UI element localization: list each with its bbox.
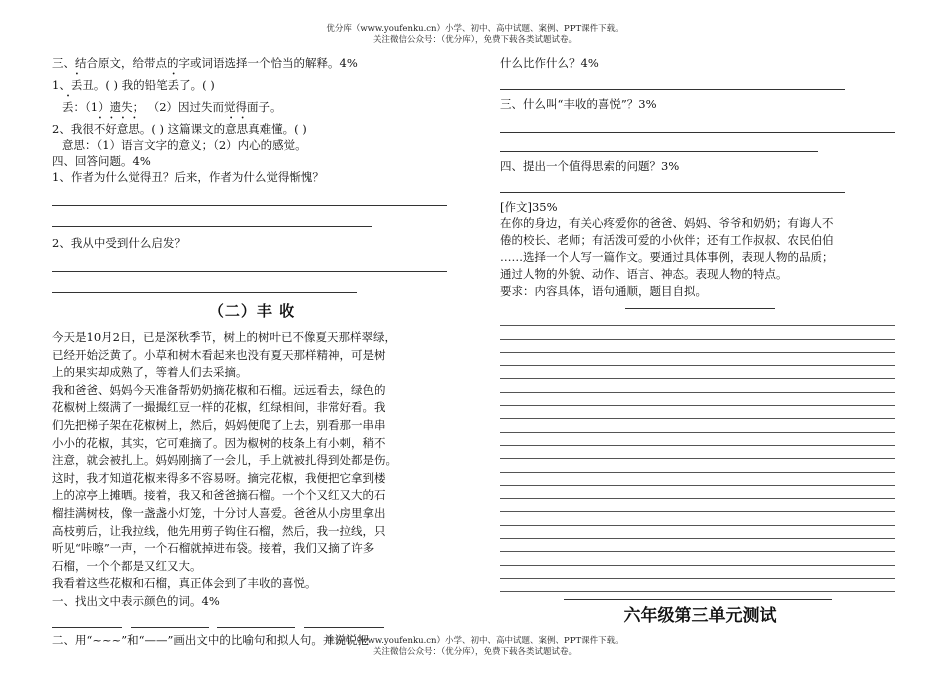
answer-line[interactable] (52, 191, 447, 206)
writing-line[interactable] (500, 313, 895, 326)
writing-line[interactable] (500, 486, 895, 499)
writing-line[interactable] (500, 526, 895, 539)
q3-1-end: 了。( ) (179, 78, 215, 92)
writing-line[interactable] (500, 433, 895, 446)
answer-line[interactable] (500, 178, 845, 193)
passage-line: 上的果实却成熟了，等着人们去采摘。 (52, 365, 248, 380)
answer-blank[interactable] (217, 615, 295, 628)
passage-line: 高枝剪后，让我拉线，他先用剪子钩住石榴，然后，我一拉线，只 (52, 523, 386, 538)
q3-1-dotted-word: 丢 (70, 78, 83, 92)
writing-line[interactable] (500, 566, 895, 579)
answer-line[interactable] (500, 75, 845, 90)
q3-1-options (52, 93, 452, 115)
question-3: 三、什么叫“丰收的喜悦”？3% (500, 97, 657, 111)
passage (52, 329, 452, 593)
writing-line[interactable] (500, 512, 895, 525)
title-line[interactable] (625, 304, 775, 309)
footer-line-1: 优分库（www.youfenku.cn）小学、初中、高中试题、案例、PPT课件下载。 (326, 636, 624, 646)
left-column (52, 55, 452, 648)
q3-1-prefix: 1、 (52, 78, 71, 92)
writing-line[interactable] (500, 579, 895, 592)
answer-blank[interactable] (52, 615, 122, 628)
passage-line: 我和爸爸、妈妈今天准备帮奶奶摘花椒和石榴。远远看去，绿色的 (52, 382, 386, 397)
q3-2-options (52, 137, 452, 153)
q4-item-2: 2、我从中受到什么启发？ (52, 236, 186, 250)
footer-line-2: 关注微信公众号：（优分库），免费下载各类试题试卷。 (372, 647, 577, 657)
q3-1-mid: 丑。( ) 我的铅笔 (82, 78, 168, 92)
question-2-continued: 什么比作什么？4% (500, 56, 599, 70)
answer-blank[interactable] (131, 615, 209, 628)
writing-line[interactable] (500, 459, 895, 472)
writing-line[interactable] (500, 353, 895, 366)
q3-item-2 (52, 115, 452, 137)
q3-item-1 (52, 71, 452, 93)
question-2: 二、用“~~~”和“——”画出文中的比喻句和拟人句。并说说把 (52, 632, 369, 647)
q3-2-mid: 。( ) 这篇课文的 (139, 122, 226, 136)
q3-1-option-text: ：（1）遗失； （2）因过失而觉得面子。 (73, 100, 282, 114)
q4-item-1: 1、作者为什么觉得丑？后来，作者为什么觉得惭愧？ (52, 170, 324, 184)
divider (564, 598, 832, 600)
answer-line[interactable] (500, 137, 818, 152)
passage-line: 今天是10月2日，已是深秋季节，树上的树叶已不像夏天那样翠绿， (52, 330, 396, 344)
q4-title: 四、回答问题。4% (52, 154, 151, 168)
q3-2-dotted-word-2: 意思 (225, 122, 249, 136)
q3-2-end: 真难懂。( ) (248, 122, 307, 136)
essay-prompt-line: 在你的身边，有关心疼爱你的爸爸、妈妈、爷爷和奶奶；有诲人不 (500, 216, 834, 230)
q3-2-option-text: ：（1）语言文字的意义；（2）内心的感觉。 (85, 138, 307, 152)
passage-line: 已经开始泛黄了。小草和树木看起来也没有夏天那样精神，可是树 (52, 347, 386, 362)
essay-title: [作文]35% (500, 200, 558, 214)
passage-line: 小小的花椒，其实，它可难摘了。因为椒树的枝条上有小刺，稍不 (52, 435, 386, 450)
answer-line[interactable] (500, 118, 895, 133)
essay-prompt-line: 要求：内容具体，语句通顺，题目自拟。 (500, 284, 707, 298)
passage-line: 听见“咔嚓”一声，一个石榴就掉进布袋。接着，我们又摘了许多 (52, 541, 375, 556)
q3-2-prefix: 2、我很 (52, 122, 94, 136)
question-1: 一、找出文中表示颜色的词。4% (52, 593, 220, 608)
passage-line: 榴挂满树枝，像一盏盏小灯笼，十分讨人喜爱。爸爸从小房里拿出 (52, 505, 386, 520)
writing-line[interactable] (500, 340, 895, 353)
q3-2-dotted-word: 不好意思 (93, 122, 140, 136)
header-line-2: 关注微信公众号：（优分库），免费下载各类试题试卷。 (372, 35, 577, 45)
writing-line[interactable] (500, 379, 895, 392)
essay-prompt (500, 215, 900, 300)
color-word-blanks (52, 612, 452, 628)
right-column (500, 55, 900, 627)
q3-2-option-label: 意思 (62, 138, 85, 152)
passage-line: 上的凉亭上摊晒。接着，我又和爸爸摘石榴。一个个又红又大的石 (52, 488, 386, 503)
essay-prompt-line: ……选择一个人写一篇作文。要通过具体事例，表现人物的品质； (500, 250, 834, 264)
answer-blank[interactable] (304, 615, 384, 628)
writing-line[interactable] (500, 326, 895, 339)
test-title: 六年级第三单元测试 (623, 606, 777, 627)
passage-line: 我看着这些花椒和石榴，真正体会到了丰收的喜悦。 (52, 576, 317, 591)
passage-line: 这时，我才知道花椒来得多不容易呀。摘完花椒，我便把它拿到楼 (52, 470, 386, 485)
writing-line[interactable] (500, 419, 895, 432)
writing-line[interactable] (500, 406, 895, 419)
writing-line[interactable] (500, 366, 895, 379)
passage-line: 石榴，一个个都是又红又大。 (52, 558, 202, 573)
passage-line: 注意，就会被扎上。妈妈刚摘了一会儿，手上就被扎得到处都是伤。 (52, 453, 397, 468)
writing-line[interactable] (500, 393, 895, 406)
passage-line: 花椒树上缀满了一撮撮红豆一样的花椒，红绿相间，非常好看。我 (52, 400, 386, 415)
question-4: 四、提出一个值得思索的问题？3% (500, 159, 680, 173)
q3-1-dotted-word-2: 丢 (167, 78, 180, 92)
writing-line[interactable] (500, 473, 895, 486)
writing-line[interactable] (500, 446, 895, 459)
page-header (0, 24, 950, 46)
section-title: （二）丰 收 (208, 302, 296, 320)
essay-prompt-line: 倦的校长、老师；有活泼可爱的小伙伴；还有工作叔叔、农民伯伯 (500, 233, 834, 247)
writing-area (500, 313, 900, 592)
answer-line[interactable] (52, 212, 372, 227)
answer-line[interactable] (52, 278, 357, 293)
writing-line[interactable] (500, 539, 895, 552)
q3-1-option-word: 丢 (62, 100, 74, 114)
answer-line[interactable] (52, 257, 447, 272)
passage-line: 们先把梯子架在花椒树上，然后，妈妈便爬了上去，别看那一串串 (52, 417, 386, 432)
writing-line[interactable] (500, 499, 895, 512)
writing-line[interactable] (500, 552, 895, 565)
q3-title: 三、结合原文，给带点的字或词语选择一个恰当的解释。4% (52, 56, 358, 70)
page-footer (0, 636, 950, 658)
header-line-1: 优分库（www.youfenku.cn）小学、初中、高中试题、案例、PPT课件下载。 (326, 24, 624, 34)
essay-prompt-line: 通过人物的外貌、动作、语言、神态。表现人物的特点。 (500, 267, 788, 281)
